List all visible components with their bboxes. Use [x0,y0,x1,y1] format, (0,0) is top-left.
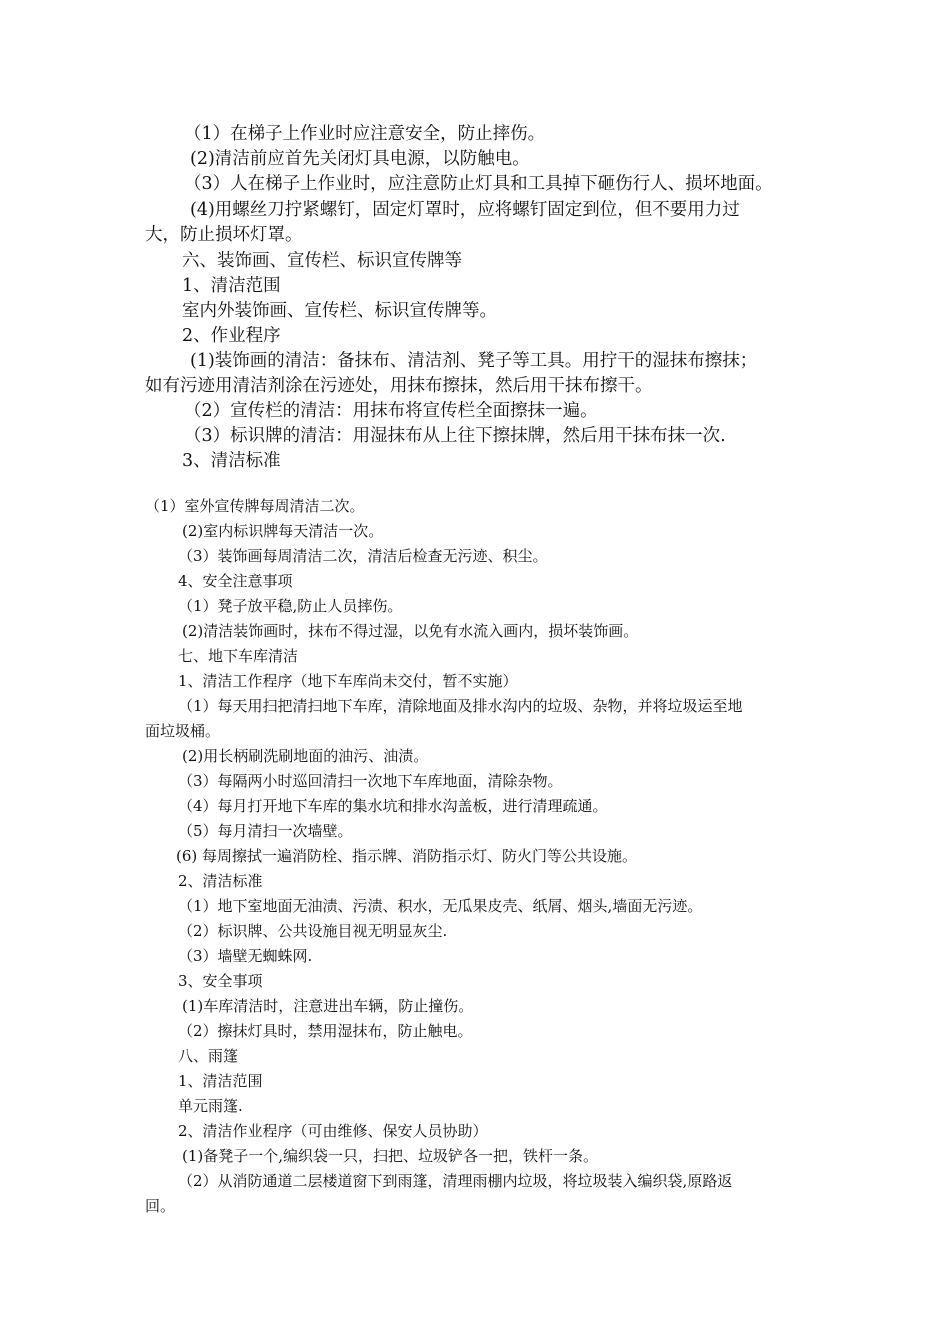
text-line: （2）从消防通道二层楼道窗下到雨篷，清理雨棚内垃圾，将垃圾装入编织袋,原路返 [178,1172,733,1190]
text-line: （3）每隔两小时巡回清扫一次地下车库地面，清除杂物。 [178,772,563,790]
text-line: （2）擦抹灯具时，禁用湿抹布，防止触电。 [178,1022,473,1040]
subsection-heading: 1、清洁范围 [182,276,281,296]
text-line: （1）凳子放平稳,防止人员摔伤。 [178,597,403,615]
text-line: （1）在梯子上作业时应注意安全，防止摔伤。 [184,124,546,144]
subsection-heading: 1、清洁范围 [178,1072,263,1090]
text-line: 单元雨篷. [178,1097,243,1115]
text-line: (2)清洁装饰画时，抹布不得过湿，以免有水流入画内，损坏装饰画。 [182,622,639,640]
text-line: （3）墙壁无蜘蛛网. [178,947,313,965]
text-line: (1)备凳子一个,编织袋一只，扫把、垃圾铲各一把，铁杆一条。 [182,1147,599,1165]
section-heading: 七、地下车库清洁 [178,647,299,665]
text-line: （5）每月清扫一次墙壁。 [178,822,353,840]
text-line: (1)车库清洁时，注意进出车辆，防止撞伤。 [182,997,474,1015]
text-line: (1)装饰画的清洁：备抹布、清洁剂、凳子等工具。用拧干的湿抹布擦抹； [190,351,758,371]
text-line: （4）每月打开地下车库的集水坑和排水沟盖板，进行清理疏通。 [178,797,608,815]
subsection-heading: 2、清洁标准 [178,872,263,890]
section-heading: 八、雨篷 [178,1047,239,1065]
text-line: (2)室内标识牌每天清洁一次。 [182,522,384,540]
text-line: （3）标识牌的清洁：用湿抹布从上往下擦抹牌，然后用干抹布抹一次. [184,426,726,446]
text-line: （2）标识牌、公共设施目视无明显灰尘. [178,922,448,940]
subsection-heading: 2、作业程序 [182,326,281,346]
text-line: (2)清洁前应首先关闭灯具电源，以防触电。 [190,149,530,169]
text-line: (4)用螺丝刀拧紧螺钉，固定灯罩时，应将螺钉固定到位，但不要用力过 [190,200,740,220]
subsection-heading: 1、清洁工作程序（地下车库尚未交付，暂不实施） [178,672,518,690]
text-line: 回。 [145,1197,176,1215]
subsection-heading: 3、安全事项 [178,972,263,990]
text-line: (2)用长柄刷洗刷地面的油污、油渍。 [182,747,429,765]
text-line: （3）装饰画每周清洁二次，清洁后检查无污迹、积尘。 [178,547,548,565]
text-line: （3）人在梯子上作业时，应注意防止灯具和工具掉下砸伤行人、损坏地面。 [184,174,773,194]
text-line: 如有污迹用清洁剂涂在污迹处，用抹布擦抹，然后用干抹布擦干。 [145,376,653,396]
text-line: (6) 每周擦拭一遍消防栓、指示牌、消防指示灯、防火门等公共设施。 [176,847,638,865]
text-line: 大，防止损坏灯罩。 [145,225,303,245]
section-heading: 六、装饰画、宣传栏、标识宣传牌等 [182,251,462,271]
text-line: （1）室外宣传牌每周清洁二次。 [145,497,365,515]
text-line: 室内外装饰画、宣传栏、标识宣传牌等。 [182,301,497,321]
text-line: （2）宣传栏的清洁：用抹布将宣传栏全面擦抹一遍。 [184,401,598,421]
subsection-heading: 4、安全注意事项 [178,572,293,590]
text-line: （1）每天用扫把清扫地下车库，清除地面及排水沟内的垃圾、杂物，并将垃圾运至地 [178,697,743,715]
subsection-heading: 2、清洁作业程序（可由维修、保安人员协助） [178,1122,488,1140]
text-line: （1）地下室地面无油渍、污渍、积水，无瓜果皮壳、纸屑、烟头,墙面无污迹。 [178,897,703,915]
subsection-heading: 3、清洁标准 [182,451,281,471]
text-line: 面垃圾桶。 [145,722,221,740]
